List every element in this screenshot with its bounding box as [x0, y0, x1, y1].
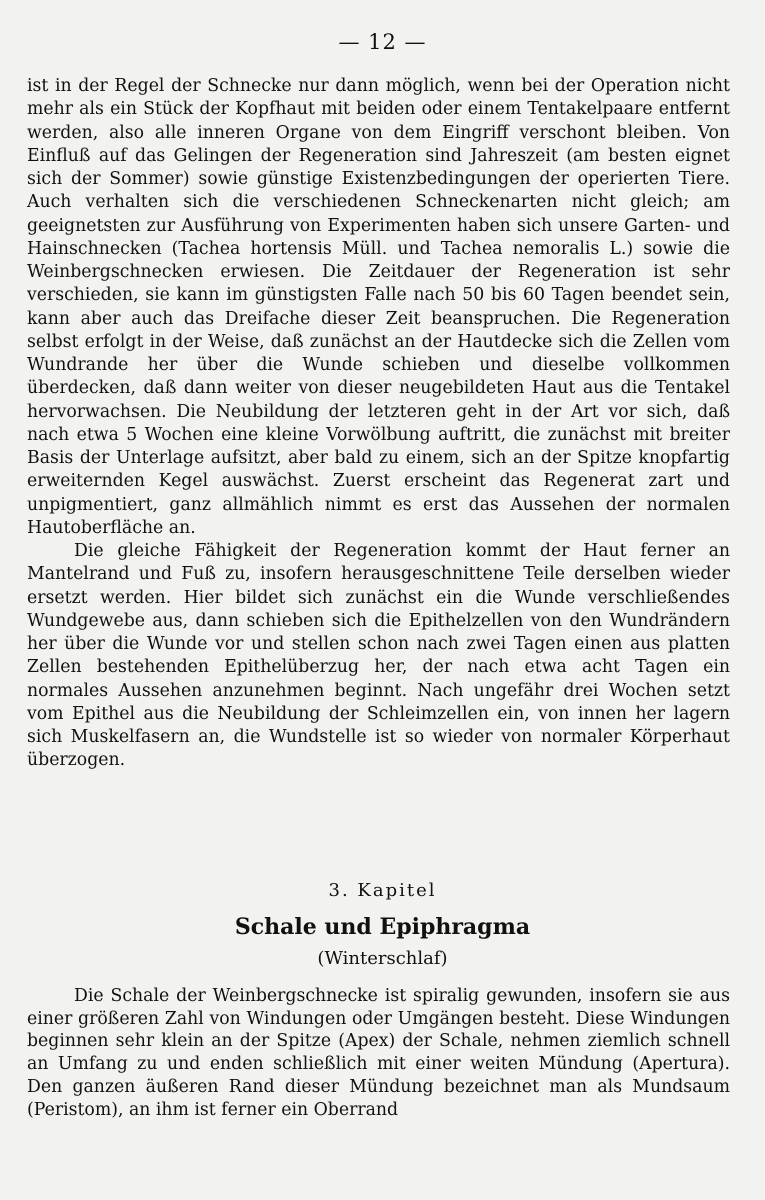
body-text-upper — [27, 75, 730, 773]
paragraph-regeneration-skin: Die gleiche Fähigkeit der Regeneration kommt der Haut ferner an Mantelrand und Fuß zu, insofern herausgeschnittene Teile derselben wieder ersetzt werden. Hier bildet sich zunächst ein die Wunde verschließendes Wundgewebe aus, dann schieben sich die Epithelzellen von den Wundrändern her über die Wunde vor und stellen schon nach zwei Tagen einen aus platten Zellen bestehenden Epithelüberzug her, der nach etwa acht Tagen ein normales Aussehen anzunehmen beginnt. Nach ungefähr drei Wochen setzt vom Epithel aus die Neubildung der Schleimzellen ein, von innen her lagern sich Muskelfasern an, die Wundstelle ist so wieder von normaler Körperhaut überzogen. — [27, 541, 730, 771]
chapter-label: 3. Kapitel — [328, 880, 437, 901]
paragraph-regeneration-head: ist in der Regel der Schnecke nur dann möglich, wenn bei der Operation nicht mehr als ein Stück der Kopfhaut mit beiden oder einem Tentakelpaare entfernt werden, also alle inneren Organe von dem Eingriff verschont bleiben. Von Einfluß auf das Gelingen der Regeneration sind Jahreszeit (am besten eignet sich der Sommer) sowie günstige Existenzbedingungen der operierten Tiere. Auch verhalten sich die verschiedenen Schneckenarten nicht gleich; am geeignetsten zur Ausführung von Experimenten haben sich unsere Garten- und Hainschnecken (Tachea hortensis Müll. und Tachea nemoralis L.) sowie die Weinbergschnecken erwiesen. Die Zeitdauer der Regeneration ist sehr verschieden, sie kann im günstigsten Falle nach 50 bis 60 Tagen beendet sein, kann aber auch das Dreifache dieser Zeit beanspruchen. Die Regeneration selbst erfolgt in der Weise, daß zunächst an der Hautdecke sich die Zellen vom Wundrande her über die Wunde schieben und dieselbe vollkommen überdecken, daß dann weiter von dieser neugebildeten Haut aus die Tentakel hervorwachsen. Die Neubildung der letzteren geht in der Art vor sich, daß nach etwa 5 Wochen eine kleine Vorwölbung auftritt, die zunächst mit breiter Basis der Unterlage aufsitzt, aber bald zu einem, sich an der Spitze knopfartig erweiternden Kegel auswächst. Zuerst erscheint das Regenerat zart und unpigmentiert, ganz allmählich nimmt es erst das Aussehen der normalen Hautoberfläche an. — [27, 76, 730, 538]
page-number: — 12 — — [338, 30, 427, 54]
body-text-lower — [27, 985, 730, 1121]
chapter-subtitle: (Winterschlaf) — [317, 948, 448, 969]
paragraph-shell: Die Schale der Weinbergschnecke ist spiralig gewunden, insofern sie aus einer größeren Zahl von Windungen oder Umgängen besteht. Diese Windungen beginnen sehr klein an der Spitze (Apex) der Schale, nehmen ziemlich schnell an Umfang zu und enden schließlich mit einer weiten Mündung (Apertura). Den ganzen äußeren Rand dieser Mündung bezeichnet man als Mundsaum (Peristom), an ihm ist ferner ein Oberrand — [27, 986, 730, 1120]
chapter-title: Schale und Epiphragma — [234, 914, 531, 940]
